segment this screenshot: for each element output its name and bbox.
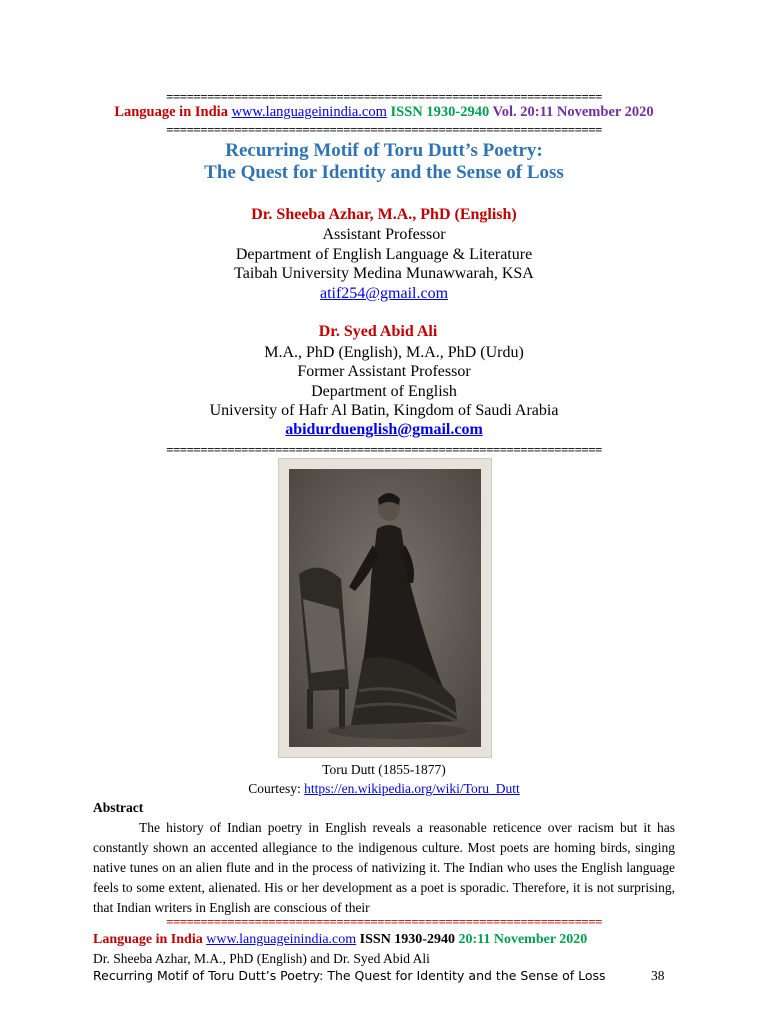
mid-rule: ================================================================ — [166, 445, 602, 455]
author2-email-link[interactable]: abidurduenglish@gmail.com — [285, 421, 483, 438]
header-rule-bottom: ================================================================ — [166, 125, 602, 135]
footer-journal-line — [93, 932, 587, 948]
author1-univ: Taibah University Medina Munawwarah, KSA — [234, 265, 534, 282]
author2-dept: Department of English — [311, 383, 457, 400]
page-number: 38 — [651, 968, 665, 983]
author1-name: Dr. Sheeba Azhar, M.A., PhD (English) — [251, 206, 517, 223]
author2-univ: University of Hafr Al Batin, Kingdom of Saudi Arabia — [209, 402, 559, 419]
journal-volume: Vol. 20:11 November 2020 — [492, 104, 654, 120]
courtesy-label: Courtesy: — [248, 781, 301, 796]
footer-authors: Dr. Sheeba Azhar, M.A., PhD (English) and Dr. Syed Abid Ali — [93, 951, 430, 966]
figure-caption: Toru Dutt (1855-1877) — [322, 762, 446, 777]
abstract-text: The history of Indian poetry in English reveals a reasonable reticence over racism but it has constantly shown an accented allegiance to the indigenous culture. Most poets are homing birds, singing native tunes on an alien flute and in the process of nativizing it. The Indian who uses the English language feels to some extent, alienated. His or her development as a poet is sporadic. Therefore, it is not surprising, that Indian writers in English are conscious of their — [93, 820, 675, 915]
footer-rule: ================================================================ — [166, 917, 602, 927]
journal-header — [0, 104, 768, 121]
footer-issn: ISSN 1930-2940 — [359, 932, 455, 947]
footer-volume: 20:11 November 2020 — [458, 932, 588, 947]
portrait-illustration — [279, 459, 491, 757]
footer-journal-name: Language in India — [93, 932, 203, 947]
author1-role: Assistant Professor — [322, 226, 446, 243]
portrait-photo — [278, 458, 492, 758]
author1-email-row — [0, 285, 768, 303]
header-rule-top: ================================================================ — [166, 92, 602, 102]
author1-dept: Department of English Language & Literature — [235, 246, 533, 263]
author2-email-row — [0, 421, 768, 439]
author2-degrees: M.A., PhD (English), M.A., PhD (Urdu) — [264, 344, 524, 361]
author2-name: Dr. Syed Abid Ali — [318, 323, 438, 340]
abstract-paragraph — [93, 818, 675, 918]
journal-url-link[interactable]: www.languageinindia.com — [231, 104, 387, 120]
article-title-line1: Recurring Motif of Toru Dutt’s Poetry: — [225, 140, 543, 161]
abstract-heading: Abstract — [93, 800, 144, 815]
courtesy-link[interactable]: https://en.wikipedia.org/wiki/Toru_Dutt — [304, 781, 520, 796]
journal-issn: ISSN 1930-2940 — [390, 104, 490, 120]
article-title-line2: The Quest for Identity and the Sense of Loss — [204, 162, 564, 183]
author1-email-link[interactable]: atif254@gmail.com — [319, 285, 449, 302]
footer-article-title: Recurring Motif of Toru Dutt’s Poetry: The Quest for Identity and the Sense of Loss — [93, 968, 606, 983]
author2-role: Former Assistant Professor — [297, 363, 471, 380]
journal-name: Language in India — [114, 104, 228, 120]
figure-courtesy — [0, 781, 768, 797]
footer-url-link[interactable]: www.languageinindia.com — [206, 932, 357, 947]
